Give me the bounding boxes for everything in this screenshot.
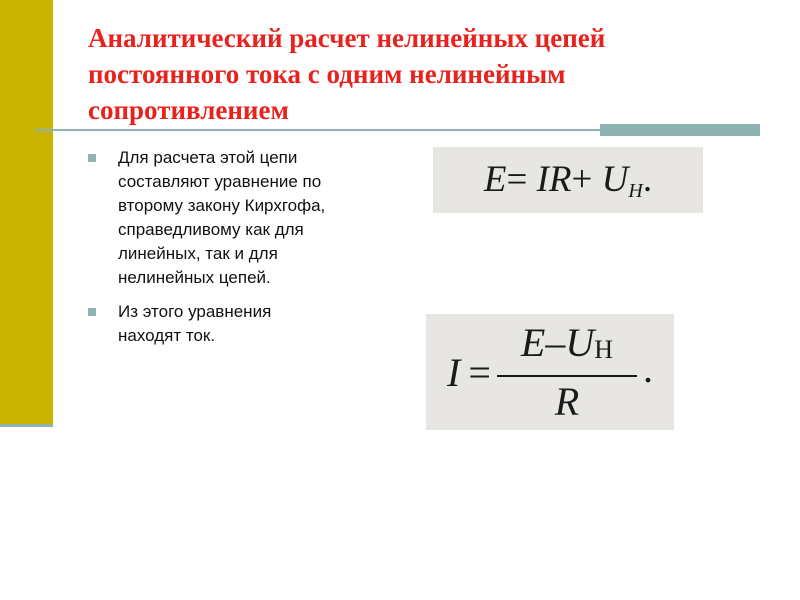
bullet-text-line: находят ток. (118, 326, 216, 345)
formula-symbol: E (483, 158, 507, 200)
bullet-text-line: линейных, так и для (118, 244, 278, 263)
formula-subscript: H (628, 179, 643, 202)
slide-title (88, 20, 748, 128)
sidebar-accent-bar (0, 0, 53, 424)
formula-operator: + (571, 158, 593, 200)
formula-period: . (642, 158, 653, 200)
title-line: постоянного тока с одним нелинейным (88, 59, 566, 89)
bullet-list (88, 146, 408, 358)
formula-operator: = (506, 158, 528, 200)
sidebar-divider (0, 424, 53, 427)
bullet-text-line: Для расчета этой цепи (118, 148, 298, 167)
fraction-numerator (521, 320, 613, 373)
formula-subscript: Н (594, 334, 613, 364)
formula-operator: = (468, 349, 491, 395)
fraction-bar (497, 375, 637, 377)
current-formula-image (426, 314, 674, 430)
bullet-text-line: справедливому как для (118, 220, 304, 239)
formula-symbol: U (565, 319, 595, 365)
bullet-item (88, 300, 408, 348)
fraction-denominator: R (554, 378, 580, 424)
formula-operator: – (545, 319, 566, 365)
title-line: Аналитический расчет нелинейных цепей (88, 23, 606, 53)
title-line: сопротивлением (88, 95, 289, 125)
bullet-square-icon (88, 154, 96, 162)
bullet-text-line: Из этого уравнения (118, 302, 272, 321)
formula-period: . (642, 346, 653, 391)
bullet-item (88, 146, 408, 290)
bullet-text-line: составляют уравнение по (118, 172, 322, 191)
title-rule-block (600, 124, 760, 136)
formula-symbol: I (447, 349, 461, 395)
formula-fraction (497, 320, 637, 425)
kirchhoff-equation-image (433, 147, 703, 213)
bullet-text-line: второму закону Кирхгофа, (118, 196, 326, 215)
formula-symbol: U (601, 158, 629, 200)
formula-symbol: E (520, 319, 546, 365)
bullet-square-icon (88, 308, 96, 316)
bullet-text-line: нелинейных цепей. (118, 268, 271, 287)
formula-symbol: IR (536, 158, 572, 200)
